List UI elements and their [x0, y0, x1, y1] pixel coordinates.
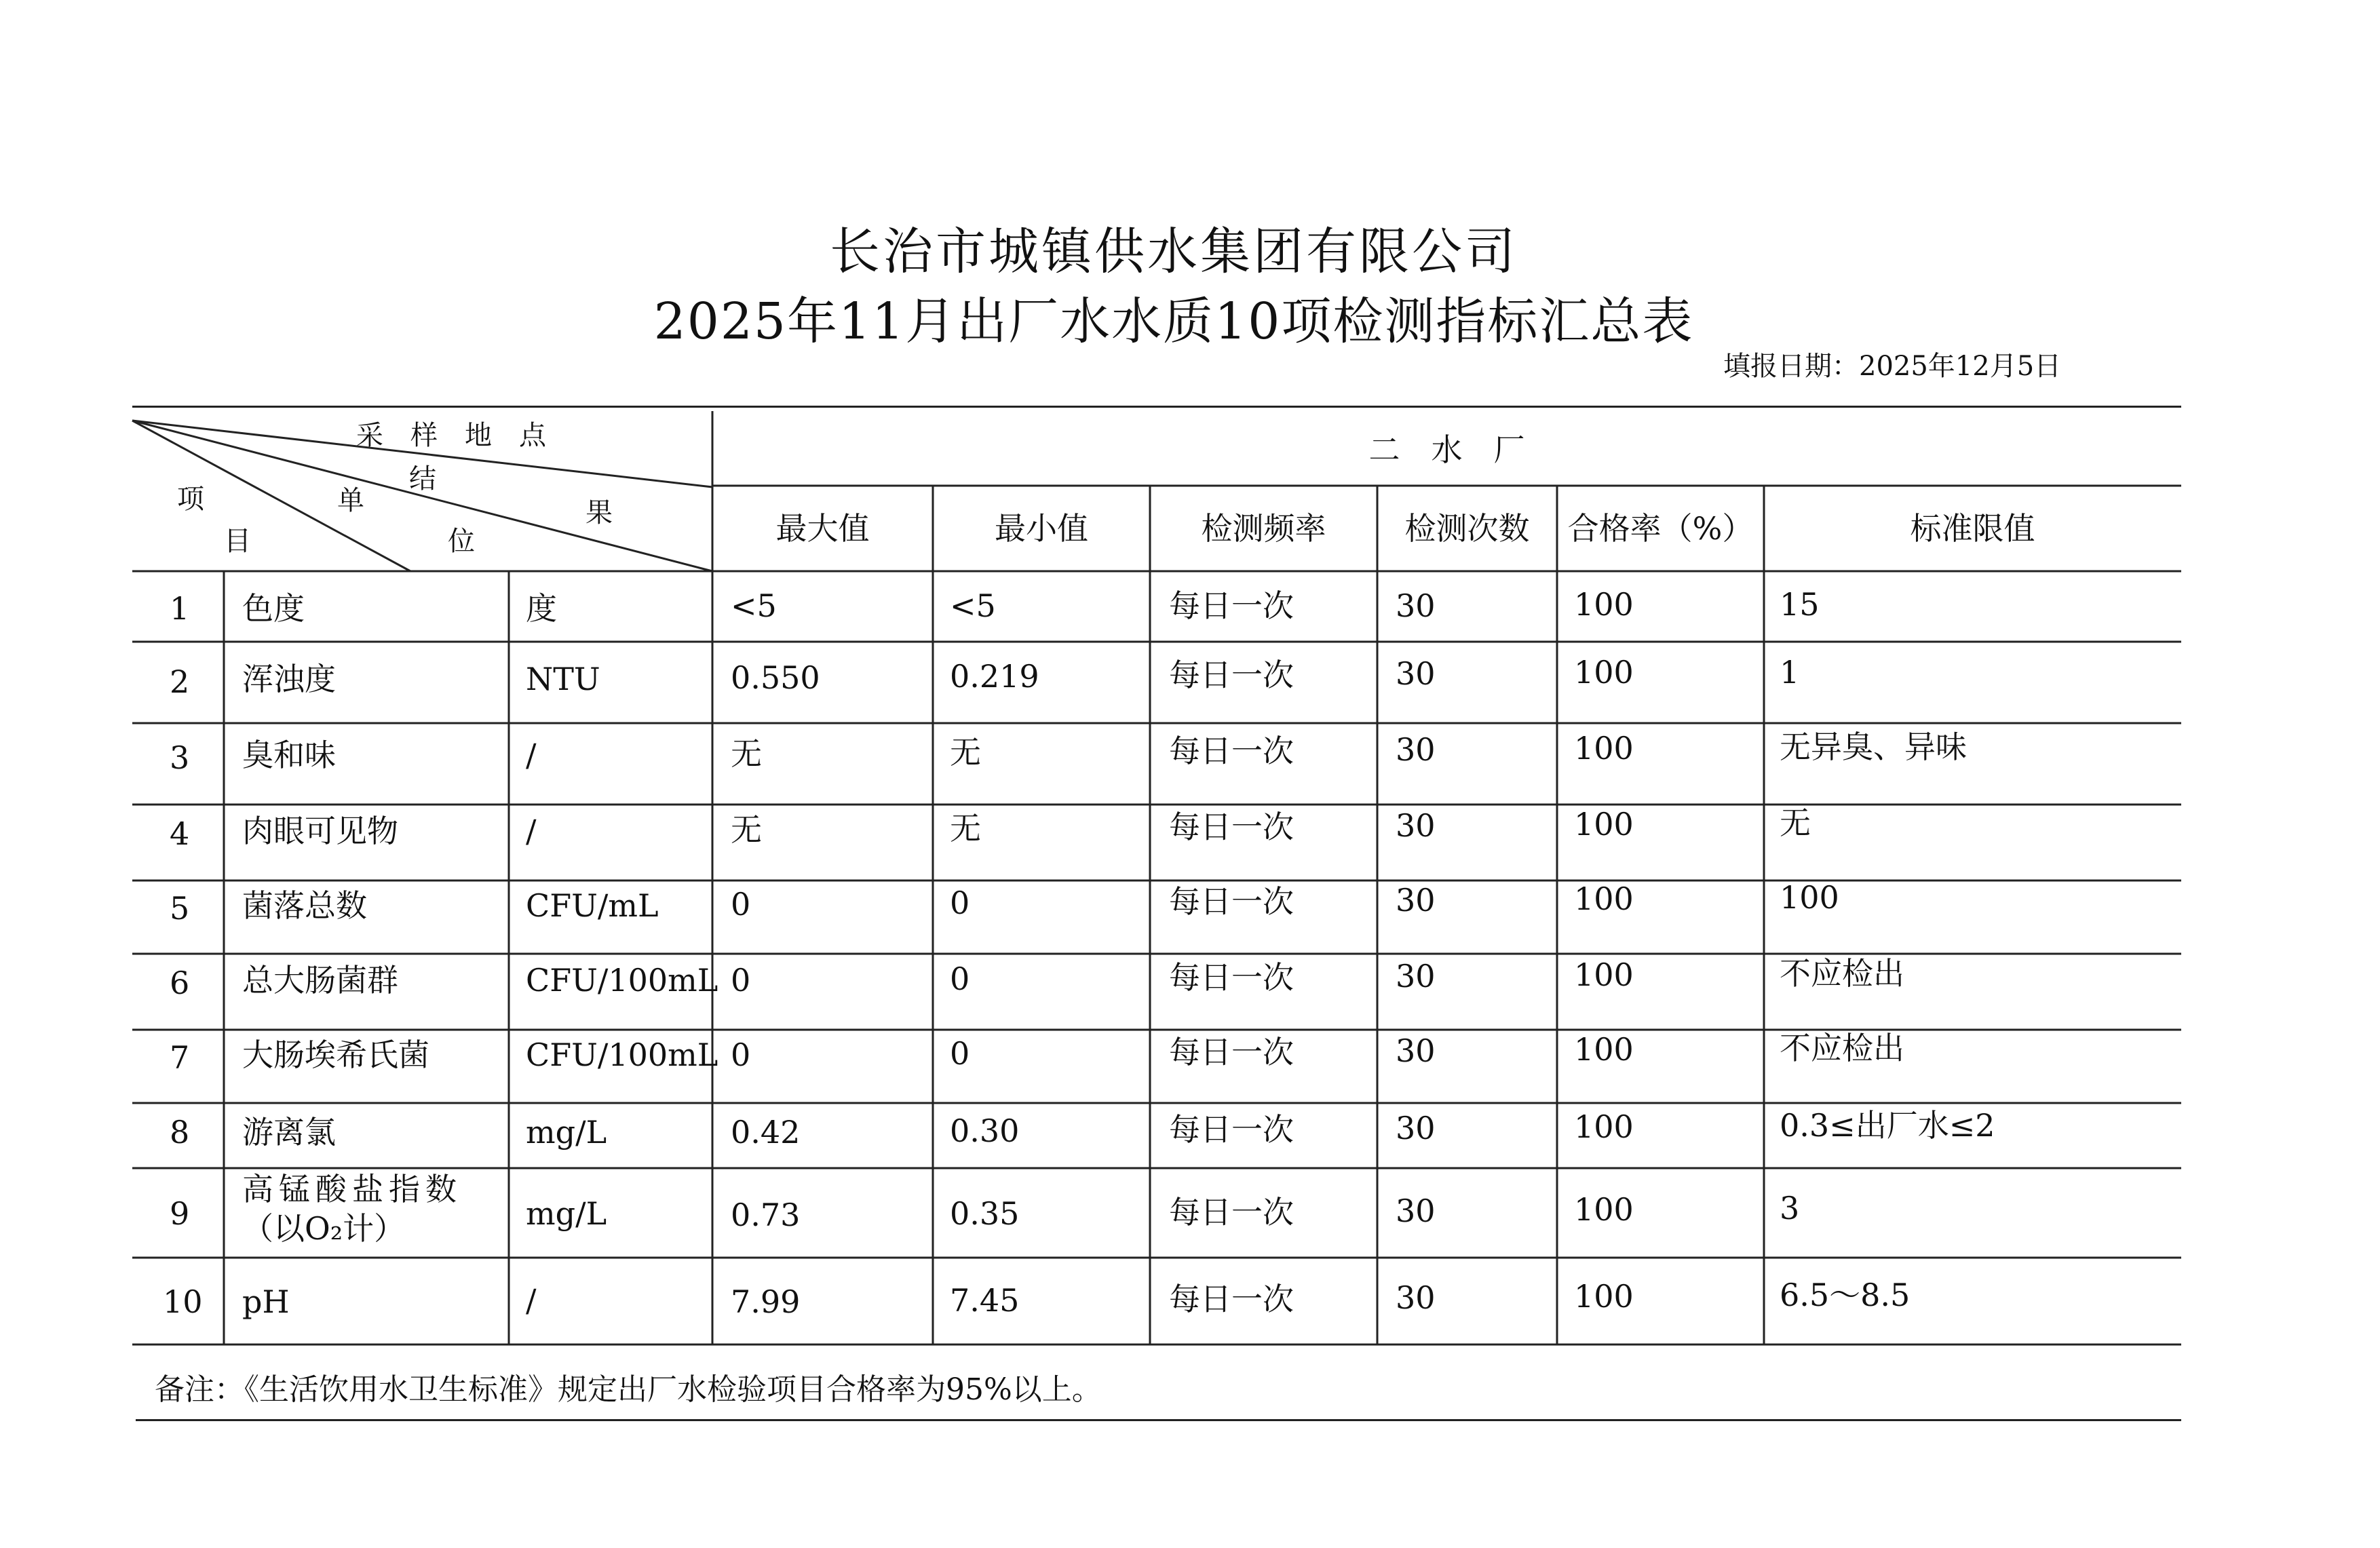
row-10-freq: 每日一次 — [1169, 1281, 1294, 1317]
row-10-no: 10 — [163, 1283, 203, 1320]
corner-item-1: 项 — [177, 484, 204, 515]
row-4-max: 无 — [731, 811, 762, 848]
row-3-min: 无 — [950, 734, 981, 771]
plant-name: 二 水 厂 — [1368, 431, 1525, 468]
corner-sampling-site: 采 样 地 点 — [356, 420, 546, 451]
row-10-max: 7.99 — [731, 1283, 801, 1320]
corner-unit-1: 单 — [337, 485, 364, 516]
col-max: 最大值 — [775, 510, 870, 547]
row-8-rate: 100 — [1574, 1108, 1634, 1145]
row-9-unit: mg/L — [526, 1195, 607, 1232]
row-2-rate: 100 — [1574, 654, 1634, 691]
row-3-count: 30 — [1396, 731, 1436, 768]
row-2-item: 浑浊度 — [242, 661, 336, 697]
row-4-min: 无 — [950, 810, 981, 847]
row-9-count: 30 — [1396, 1193, 1436, 1229]
row-3-freq: 每日一次 — [1169, 733, 1294, 769]
company-title: 长治市城镇供水集团有限公司 — [830, 222, 1518, 281]
row-8-unit: mg/L — [526, 1114, 607, 1150]
row-7-rate: 100 — [1574, 1031, 1634, 1068]
row-4-count: 30 — [1396, 807, 1436, 844]
row-1-limit: 15 — [1780, 586, 1820, 623]
col-rate: 合格率（%） — [1567, 510, 1754, 547]
row-1-unit: 度 — [526, 590, 557, 627]
row-4-limit: 无 — [1780, 805, 1811, 841]
row-1-rate: 100 — [1574, 586, 1634, 623]
row-3-no: 3 — [170, 739, 190, 776]
row-5-min: 0 — [950, 885, 970, 921]
row-9-max: 0.73 — [731, 1197, 801, 1233]
row-6-no: 6 — [170, 965, 190, 1001]
row-6-max: 0 — [731, 962, 751, 999]
fill-date: 填报日期：2025年12月5日 — [1723, 351, 2062, 382]
row-6-rate: 100 — [1574, 956, 1634, 993]
row-2-no: 2 — [170, 663, 190, 700]
footnote: 备注：《生活饮用水卫生标准》规定出厂水检验项目合格率为95%以上。 — [155, 1372, 1102, 1407]
row-8-no: 8 — [170, 1114, 190, 1150]
row-1-item: 色度 — [242, 590, 305, 627]
row-8-min: 0.30 — [950, 1112, 1020, 1149]
report-title: 2025年11月出厂水水质10项检测指标汇总表 — [653, 292, 1694, 351]
top-rule — [132, 406, 2181, 408]
row-1-freq: 每日一次 — [1169, 587, 1294, 624]
row-9-item: 高锰酸盐指数 — [242, 1171, 462, 1207]
row-8-count: 30 — [1396, 1110, 1436, 1146]
corner-result-2: 果 — [586, 497, 613, 528]
row-5-no: 5 — [170, 890, 190, 927]
row-6-limit: 不应检出 — [1780, 955, 1904, 992]
row-6-freq: 每日一次 — [1169, 959, 1294, 996]
col-freq: 检测频率 — [1201, 510, 1326, 547]
row-9-rate: 100 — [1574, 1191, 1634, 1228]
row-6-min: 0 — [950, 961, 970, 997]
row-8-max: 0.42 — [731, 1114, 801, 1150]
row-2-freq: 每日一次 — [1169, 657, 1294, 693]
corner-item-2: 目 — [224, 526, 251, 557]
row-9-item-sub: （以O₂计） — [242, 1210, 406, 1247]
row-7-limit: 不应检出 — [1780, 1030, 1904, 1066]
row-8-limit: 0.3≤出厂水≤2 — [1780, 1107, 1995, 1144]
row-5-unit: CFU/mL — [526, 887, 659, 924]
row-9-freq: 每日一次 — [1169, 1194, 1294, 1231]
row-4-unit: / — [526, 813, 537, 849]
row-2-count: 30 — [1396, 655, 1436, 692]
row-7-unit: CFU/100mL — [526, 1037, 718, 1073]
row-5-max: 0 — [731, 886, 751, 923]
row-5-freq: 每日一次 — [1169, 883, 1294, 920]
row-8-item: 游离氯 — [242, 1114, 336, 1150]
row-10-limit: 6.5～8.5 — [1780, 1277, 1911, 1313]
corner-result-1: 结 — [409, 463, 436, 495]
corner-unit-2: 位 — [448, 526, 475, 557]
row-6-unit: CFU/100mL — [526, 962, 718, 999]
row-10-min: 7.45 — [950, 1282, 1020, 1319]
row-7-count: 30 — [1396, 1032, 1436, 1069]
row-9-no: 9 — [170, 1195, 190, 1232]
row-5-limit: 100 — [1780, 879, 1839, 916]
row-2-min: 0.219 — [950, 658, 1039, 695]
col-limit: 标准限值 — [1910, 510, 2035, 547]
row-1-no: 1 — [170, 590, 190, 627]
row-2-limit: 1 — [1780, 654, 1800, 691]
row-9-min: 0.35 — [950, 1195, 1020, 1232]
row-7-no: 7 — [170, 1039, 190, 1076]
row-7-freq: 每日一次 — [1169, 1034, 1294, 1070]
bottom-rule — [136, 1419, 2181, 1421]
row-4-item: 肉眼可见物 — [242, 813, 398, 849]
row-1-count: 30 — [1396, 587, 1436, 624]
row-5-count: 30 — [1396, 882, 1436, 918]
row-6-count: 30 — [1396, 958, 1436, 994]
col-count: 检测次数 — [1404, 510, 1530, 547]
row-10-unit: / — [526, 1282, 537, 1319]
row-4-freq: 每日一次 — [1169, 809, 1294, 845]
row-3-max: 无 — [731, 735, 762, 772]
row-4-rate: 100 — [1574, 806, 1634, 843]
row-5-item: 菌落总数 — [242, 887, 367, 924]
row-1-max: <5 — [731, 587, 777, 624]
row-10-count: 30 — [1396, 1279, 1436, 1316]
row-7-min: 0 — [950, 1035, 970, 1072]
row-10-item: pH — [242, 1283, 290, 1320]
row-8-freq: 每日一次 — [1169, 1111, 1294, 1148]
water-quality-table — [132, 411, 2181, 1344]
row-3-item: 臭和味 — [242, 737, 336, 773]
row-5-rate: 100 — [1574, 881, 1634, 917]
row-2-max: 0.550 — [731, 659, 820, 696]
row-3-limit: 无异臭、异味 — [1780, 729, 1967, 765]
row-9-limit: 3 — [1780, 1190, 1800, 1226]
row-6-item: 总大肠菌群 — [242, 962, 398, 999]
row-7-item: 大肠埃希氏菌 — [242, 1037, 429, 1073]
row-7-max: 0 — [731, 1037, 751, 1073]
row-1-min: <5 — [950, 587, 996, 624]
row-3-rate: 100 — [1574, 730, 1634, 767]
col-min: 最小值 — [995, 510, 1088, 547]
row-2-unit: NTU — [526, 661, 600, 697]
row-4-no: 4 — [170, 815, 190, 852]
row-3-unit: / — [526, 737, 537, 773]
row-10-rate: 100 — [1574, 1278, 1634, 1315]
